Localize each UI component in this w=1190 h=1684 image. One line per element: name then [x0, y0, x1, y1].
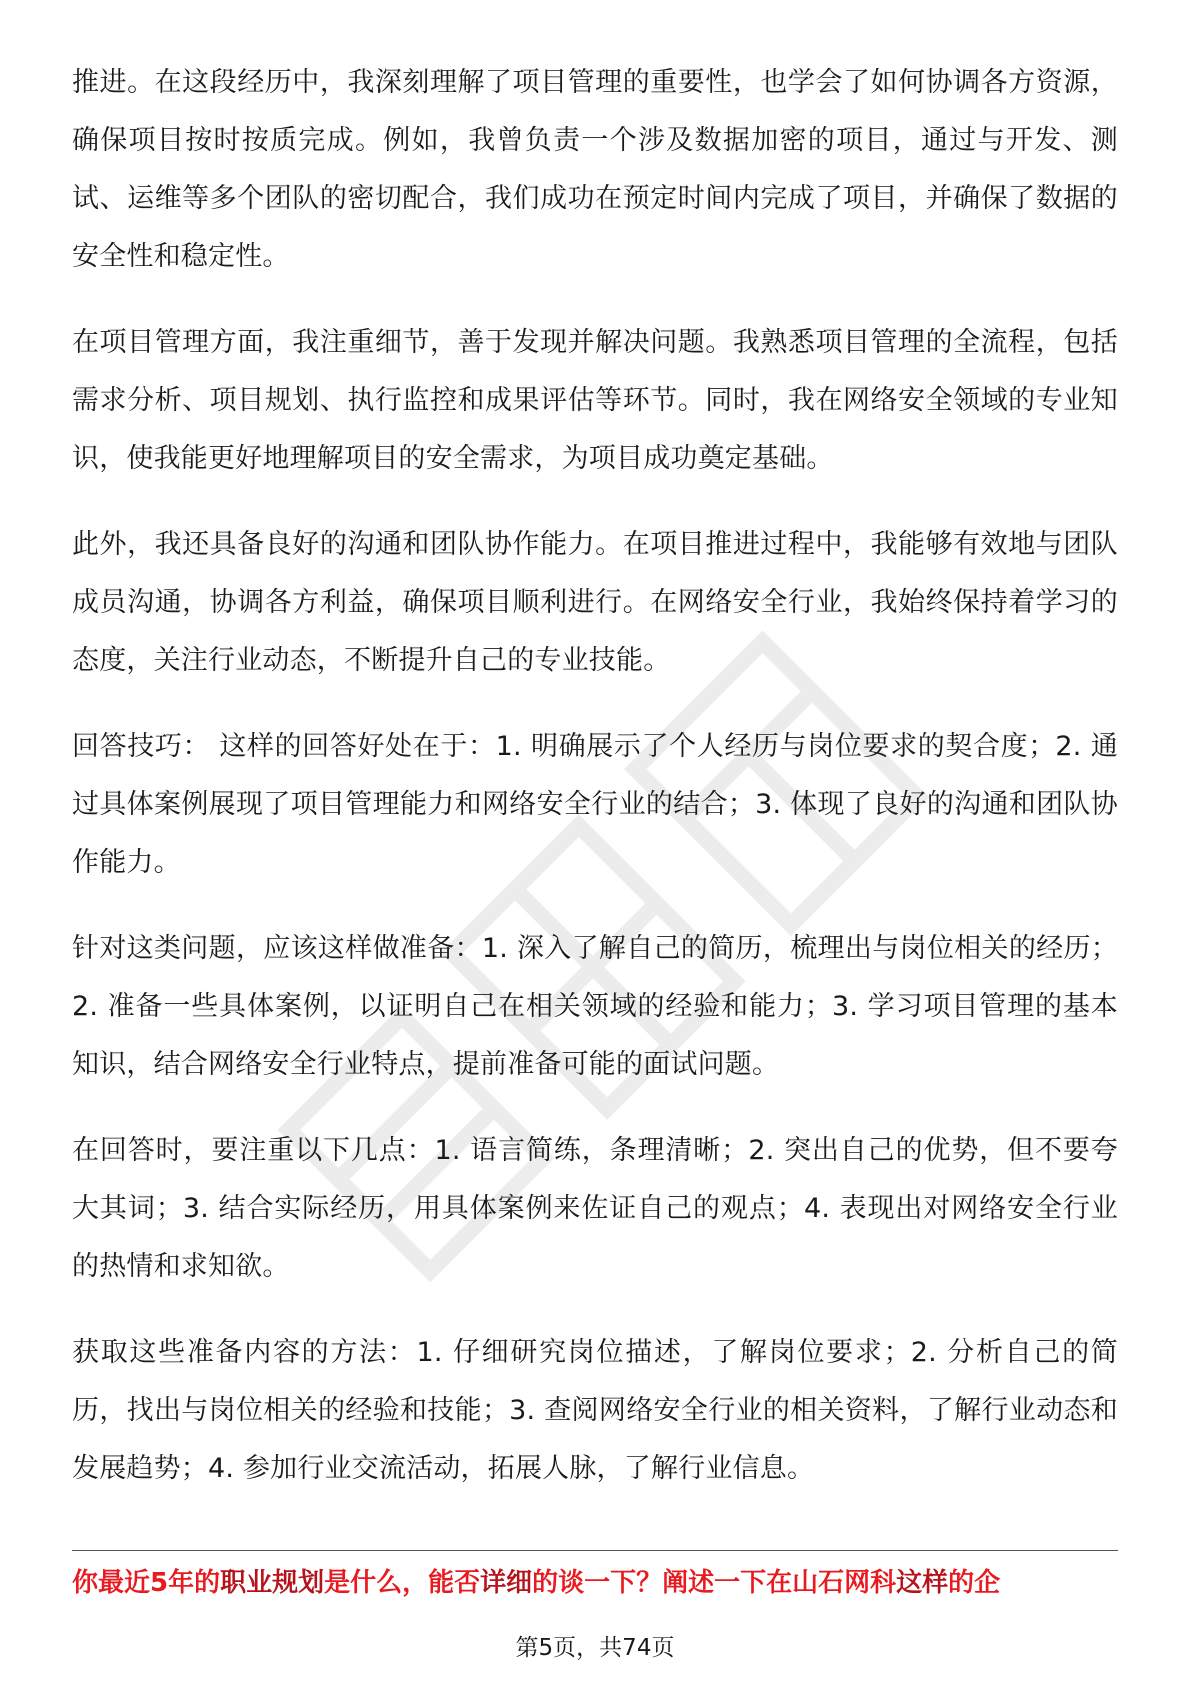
- question-mid-1: 是什么，能否: [324, 1568, 481, 1598]
- question-keyword-3: 这样: [896, 1568, 949, 1598]
- question-prefix: 你最近5年的: [72, 1568, 221, 1598]
- paragraph-experience: 推进。在这段经历中，我深刻理解了项目管理的重要性，也学会了如何协调各方资源，确保项目按时按质完成。例如，我曾负责一个涉及数据加密的项目，通过与开发、测试、运维等多个团队的密切配合，我们成功在预定时间内完成了项目，并确保了数据的安全性和稳定性。: [72, 67, 1118, 272]
- section-divider: [72, 1550, 1118, 1551]
- paragraph-communication: 此外，我还具备良好的沟通和团队协作能力。在项目推进过程中，我能够有效地与团队成员沟通，协调各方利益，确保项目顺利进行。在网络安全行业，我始终保持着学习的态度，关注行业动态，不断提升自己的专业技能。: [72, 529, 1118, 676]
- question-mid-2: 的谈一下？阐述一下在山石网科: [532, 1568, 897, 1598]
- question-keyword-2: 详细: [480, 1568, 533, 1598]
- paragraph-answer-points: 在回答时，要注重以下几点：1. 语言简练，条理清晰；2. 突出自己的优势，但不要夸大其词；3. 结合实际经历，用具体案例来佐证自己的观点；4. 表现出对网络安全行业的热情和求知欲。: [72, 1135, 1118, 1282]
- page-number: 第5页，共74页: [515, 1635, 675, 1661]
- paragraph-preparation: 针对这类问题，应该这样做准备：1. 深入了解自己的简历，梳理出与岗位相关的经历；2. 准备一些具体案例，以证明自己在相关领域的经验和能力；3. 学习项目管理的基本知识，结合网络安全行业特点，提前准备可能的面试问题。: [72, 933, 1118, 1080]
- question-tail: 的企: [948, 1568, 1001, 1598]
- paragraph-answer-tips: 回答技巧： 这样的回答好处在于：1. 明确展示了个人经历与岗位要求的契合度；2. 通过具体案例展现了项目管理能力和网络安全行业的结合；3. 体现了良好的沟通和团队协作能力。: [72, 731, 1118, 878]
- paragraph-methods: 获取这些准备内容的方法：1. 仔细研究岗位描述，了解岗位要求；2. 分析自己的简历，找出与岗位相关的经验和技能；3. 查阅网络安全行业的相关资料，了解行业动态和发展趋势；4. 参加行业交流活动，拓展人脉，了解行业信息。: [72, 1337, 1118, 1484]
- paragraph-project-management: 在项目管理方面，我注重细节，善于发现并解决问题。我熟悉项目管理的全流程，包括需求分析、项目规划、执行监控和成果评估等环节。同时，我在网络安全领域的专业知识，使我能更好地理解项目的安全需求，为项目成功奠定基础。: [72, 327, 1118, 474]
- document-body: [72, 54, 1118, 1526]
- question-keyword-1: 职业规划: [220, 1568, 325, 1598]
- next-question-heading: [72, 1563, 1132, 1603]
